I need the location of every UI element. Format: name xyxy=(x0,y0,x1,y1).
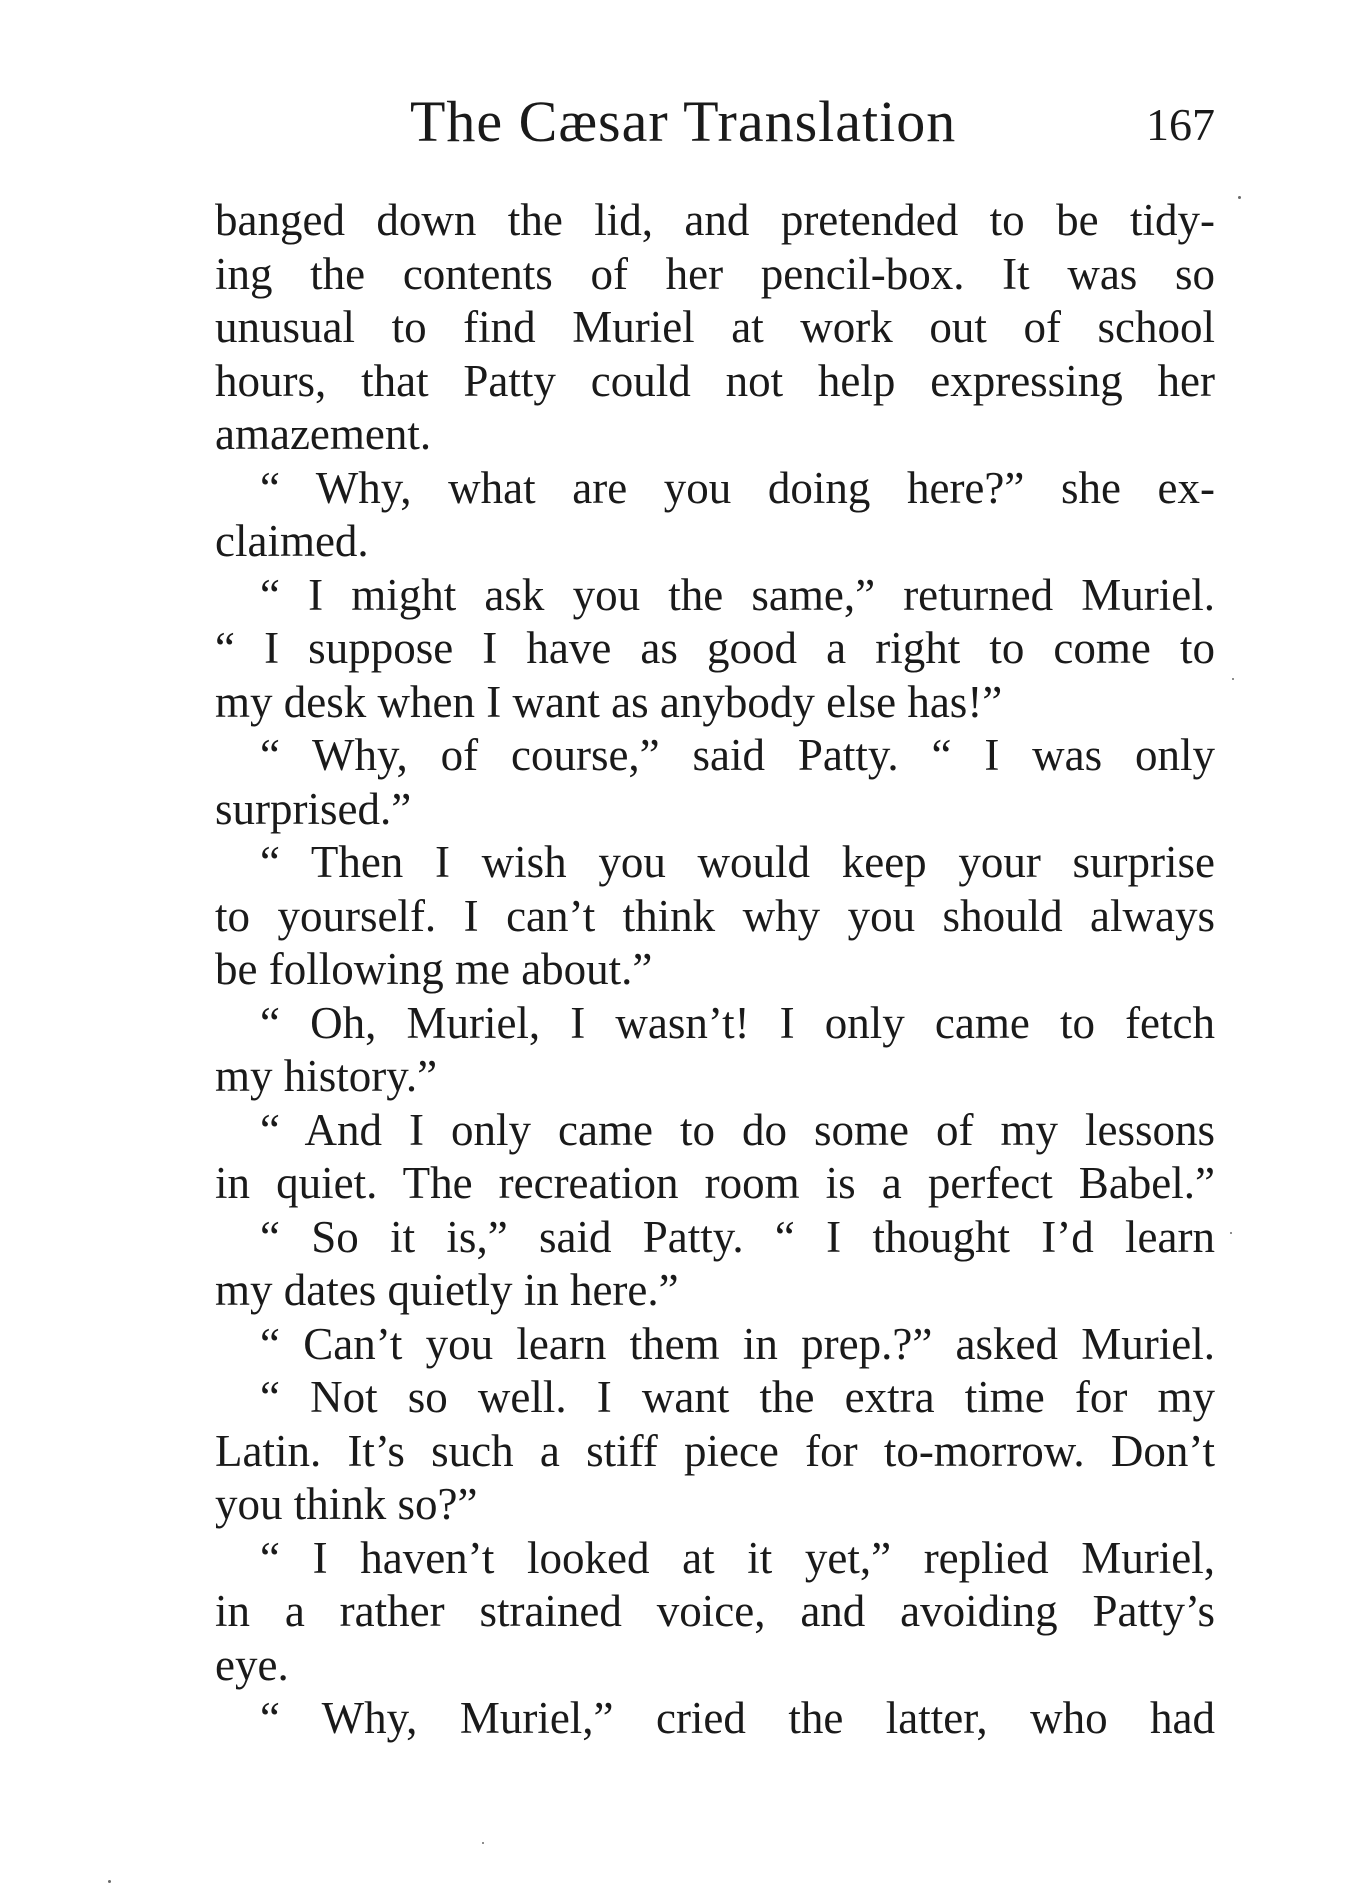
page-number: 167 xyxy=(1146,99,1215,150)
text-line: you think so?” xyxy=(215,1479,478,1529)
text-line: “ And I only came to do some of my lessons xyxy=(260,1104,1215,1155)
paper-speck xyxy=(108,1880,111,1883)
text-line: Latin. It’s such a stiff piece for to-morrow. Don’t xyxy=(215,1425,1215,1476)
text-line: claimed. xyxy=(215,516,369,566)
text-line: be following me about.” xyxy=(215,944,653,994)
text-line: amazement. xyxy=(215,409,432,459)
text-line: “ Then I wish you would keep your surprise xyxy=(260,837,1215,887)
text-line: unusual to find Muriel at work out of school xyxy=(215,302,1215,352)
text-line: “ Not so well. I want the extra time for my xyxy=(260,1372,1215,1422)
paper-speck xyxy=(1238,196,1241,199)
text-line: hours, that Patty could not help expressing her xyxy=(215,355,1215,406)
text-line: my desk when I want as anybody else has!” xyxy=(215,676,1003,727)
text-line: my dates quietly in here.” xyxy=(215,1265,679,1315)
paper-speck xyxy=(1230,1232,1232,1234)
text-line: banged down the lid, and pretended to be tidy- xyxy=(215,195,1215,245)
text-line: in quiet. The recreation room is a perfect Babel.” xyxy=(215,1158,1215,1208)
text-line: “ Why, Muriel,” cried the latter, who had xyxy=(260,1693,1215,1743)
body-text xyxy=(215,194,1215,1746)
paper-speck xyxy=(1232,678,1234,680)
text-line: to yourself. I can’t think why you should always xyxy=(215,890,1215,941)
text-line: in a rather strained voice, and avoiding Patty’s xyxy=(215,1586,1215,1636)
text-line: my history.” xyxy=(215,1051,438,1101)
text-line: “ Why, of course,” said Patty. “ I was only xyxy=(260,730,1215,780)
text-line: eye. xyxy=(215,1639,289,1690)
text-line: ing the contents of her pencil-box. It was so xyxy=(215,248,1215,299)
text-line: “ I haven’t looked at it yet,” replied Muriel, xyxy=(260,1532,1215,1583)
text-line: “ Can’t you learn them in prep.?” asked Muriel. xyxy=(260,1318,1215,1369)
text-line: “ So it is,” said Patty. “ I thought I’d learn xyxy=(260,1211,1215,1262)
text-line: “ Why, what are you doing here?” she ex- xyxy=(260,462,1215,513)
text-line: “ I suppose I have as good a right to come to xyxy=(215,623,1215,673)
text-line: “ I might ask you the same,” returned Muriel. xyxy=(260,569,1215,620)
text-line: surprised.” xyxy=(215,783,412,834)
running-head xyxy=(215,88,1215,168)
paper-speck xyxy=(482,1842,484,1844)
chapter-title: The Cæsar Translation xyxy=(410,89,957,154)
text-line: “ Oh, Muriel, I wasn’t! I only came to fetch xyxy=(260,997,1215,1048)
